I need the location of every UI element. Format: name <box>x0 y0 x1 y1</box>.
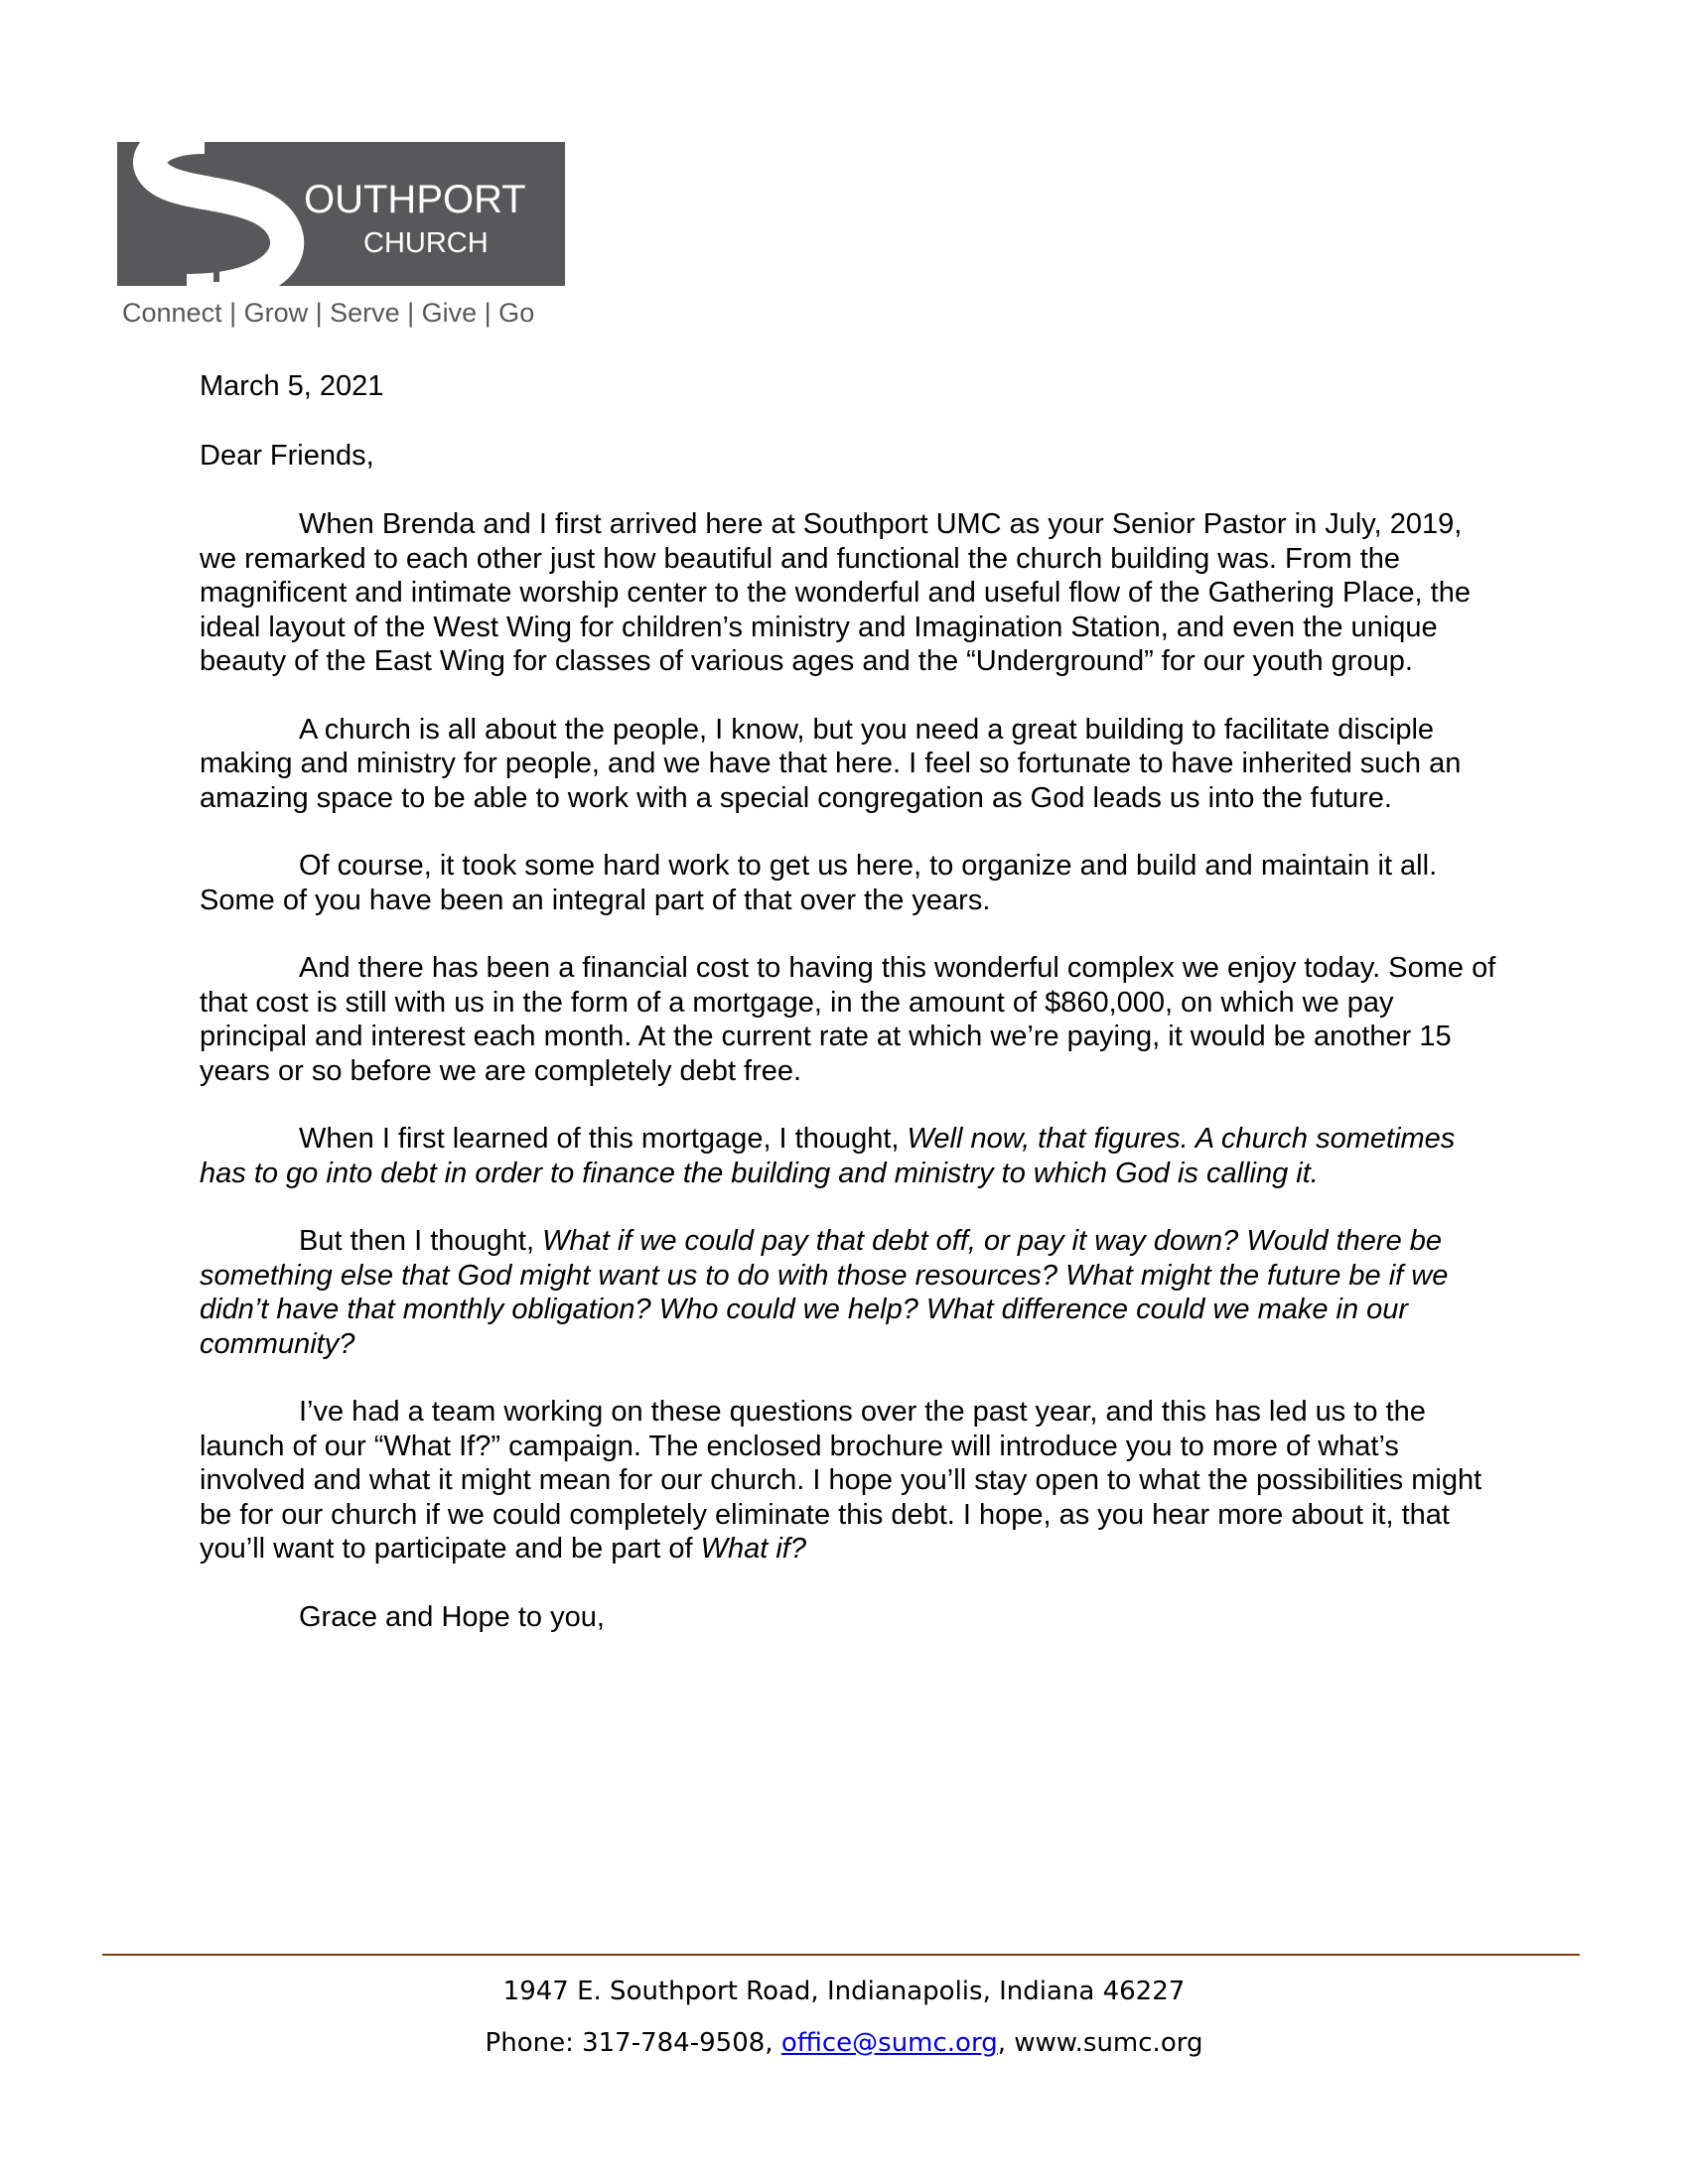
footer-website: , www.sumc.org <box>997 2028 1203 2058</box>
letter-body <box>200 369 1500 1634</box>
letter-closing: Grace and Hope to you, <box>299 1600 605 1633</box>
footer-address: 1947 E. Southport Road, Indianapolis, Indiana 46227 <box>502 1977 1186 2006</box>
letter-salutation: Dear Friends, <box>200 439 374 472</box>
logo-name-top: OUTHPORT <box>304 178 526 221</box>
paragraph-4: And there has been a financial cost to having this wonderful complex we enjoy today. Some of that cost is still with us in the form of a mortgage, in the amount of $860,000, on which we pay principal and interest each month. At the current rate at which we’re paying, it would be another 15 years or so before we are completely debt free. <box>200 952 1496 1087</box>
paragraph-6 <box>200 1224 1500 1361</box>
paragraph-6-italic: What if we could pay that debt off, or pay it way down? Would there be something else that God might want us to do with those resources? What might the future be if we didn’t have that monthly obligation? Who could we help? What difference could we make in our community? <box>200 1225 1449 1360</box>
paragraph-3: Of course, it took some hard work to get us here, to organize and build and maintain it all. Some of you have been an integral part of that over the years. <box>200 850 1438 916</box>
paragraph-5-italic: Well now, that figures. A church sometimes has to go into debt in order to finance the building and ministry to which God is calling it. <box>200 1123 1456 1189</box>
logo-name-bottom: CHURCH <box>363 227 489 259</box>
letter-date: March 5, 2021 <box>200 370 384 402</box>
paragraph-7 <box>200 1395 1500 1567</box>
footer-phone: Phone: 317-784-9508, <box>485 2028 781 2058</box>
email-link[interactable]: office@sumc.org <box>780 2028 998 2058</box>
paragraph-5-text: When I first learned of this mortgage, I thought, <box>299 1123 908 1155</box>
church-logo <box>117 142 565 286</box>
paragraph-7-italic: What if? <box>700 1533 806 1565</box>
footer-contact <box>0 2028 1688 2058</box>
logo-tagline: Connect | Grow | Serve | Give | Go <box>122 298 535 328</box>
paragraph-5 <box>200 1122 1500 1190</box>
footer-divider <box>102 1954 1580 1956</box>
paragraph-2: A church is all about the people, I know, but you need a great building to facilitate disciple making and ministry for people, and we have that here. I feel so fortunate to have inherited such an amazing space to be able to work with a special congregation as God leads us into the future. <box>200 713 1462 814</box>
paragraph-6-text: But then I thought, <box>299 1225 543 1257</box>
paragraph-1: When Brenda and I first arrived here at Southport UMC as your Senior Pastor in July, 2019, we remarked to each other just how beautiful and functional the church building was. From the magnificent and intimate worship center to the wonderful and useful flow of the Gathering Place, the ideal layout of the West Wing for children’s ministry and Imagination Station, and even the unique beauty of the East Wing for classes of various ages and the “Underground” for our youth group. <box>200 508 1471 677</box>
paragraph-7-text: I’ve had a team working on these questions over the past year, and this has led us to the launch of our “What If?” campaign. The enclosed brochure will introduce you to more of what’s involved and what it might mean for our church. I hope you’ll stay open to what the possibilities might be for our church if we could completely eliminate this debt. I hope, as you hear more about it, that you’ll want to participate and be part of <box>200 1396 1482 1565</box>
